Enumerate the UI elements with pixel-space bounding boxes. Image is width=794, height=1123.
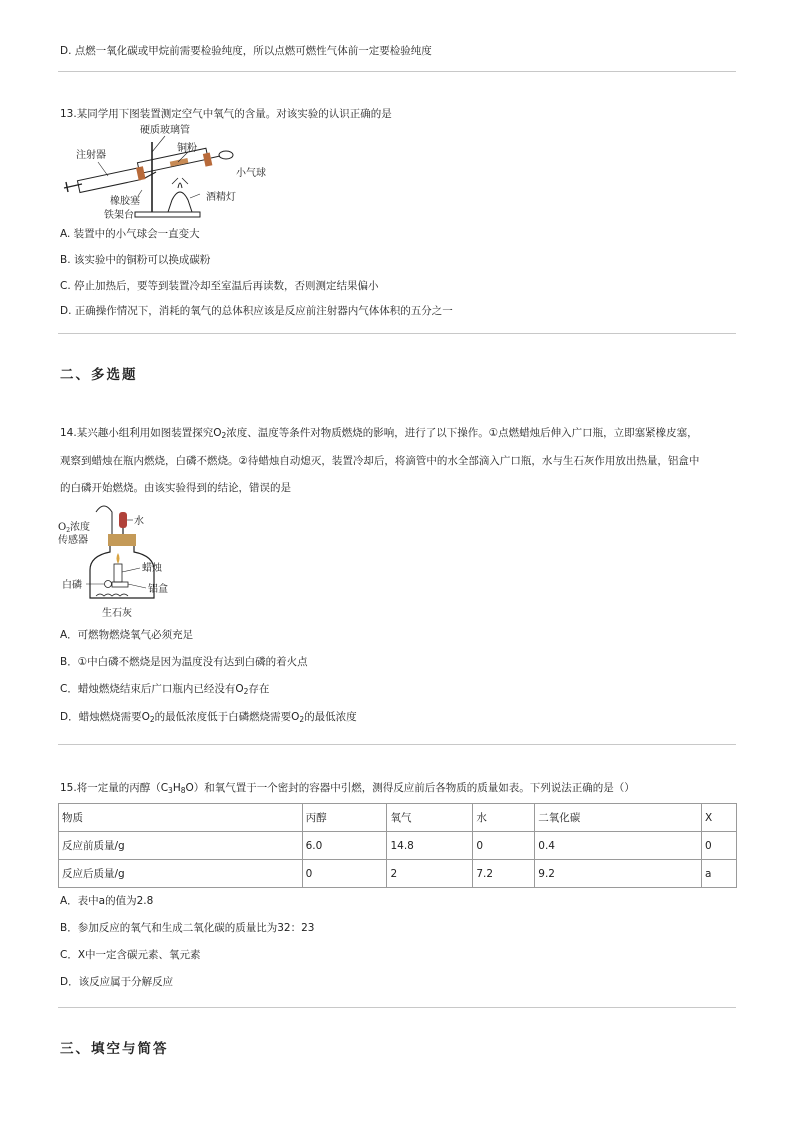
table-cell: 0 — [473, 832, 535, 860]
quicklime — [96, 594, 128, 596]
table-cell: 氧气 — [387, 804, 473, 832]
table-cell: 7.2 — [473, 860, 535, 888]
candle — [114, 564, 122, 582]
table-row — [59, 832, 737, 860]
label-candle: 蜡烛 — [142, 563, 162, 574]
divider — [58, 1007, 736, 1008]
label-o2-sensor: $O_2$浓度 — [58, 522, 91, 534]
aluminum-box — [112, 582, 128, 587]
q15-mass-table — [58, 803, 737, 888]
label-glass-tube: 硬质玻璃管 — [140, 125, 190, 136]
rubber-stopper-right — [203, 153, 213, 167]
q15-option-b: B．参加反应的氧气和生成二氧化碳的质量比为32：23 — [60, 922, 315, 934]
white-phosphorus — [105, 581, 112, 588]
table-cell: 0 — [302, 860, 387, 888]
q14-stem-line-1: 14.某兴趣小组利用如图装置探究$O_2$浓度、温度等条件对物质燃烧的影响，进行了以下操作。①点燃蜡烛后伸入广口瓶，立即塞紧橡皮塞， — [60, 427, 698, 440]
table-cell: X — [702, 804, 737, 832]
label-stand: 铁架台 — [104, 210, 134, 221]
table-cell: 0.4 — [535, 832, 702, 860]
q13-apparatus-figure — [60, 122, 280, 222]
label-stopper: 橡胶塞 — [110, 196, 140, 207]
q14-jar-figure — [56, 498, 186, 622]
label-sensor: 传感器 — [58, 535, 88, 546]
table-row — [59, 860, 737, 888]
dropper-bulb — [119, 512, 127, 528]
q13-option-d: D. 正确操作情况下，消耗的氧气的总体积应该是反应前注射器内气体体积的五分之一 — [60, 305, 453, 317]
q15-stem: 15.将一定量的丙醇$(C_3H_8O)$和氧气置于一个密封的容器中引燃，测得反应前后各物质的质量如表。下列说法正确的是（） — [60, 782, 635, 795]
label-aluminum-box: 铝盒 — [148, 584, 168, 595]
q14-option-a: A．可燃物燃烧氧气必须充足 — [60, 629, 194, 641]
table-cell: 丙醇 — [302, 804, 387, 832]
table-cell: 反应前质量/g — [59, 832, 303, 860]
table-cell: 9.2 — [535, 860, 702, 888]
alcohol-lamp — [168, 192, 192, 212]
divider — [58, 333, 736, 334]
q13-stem: 13.某同学用下图装置测定空气中氧气的含量。对该实验的认识正确的是 — [60, 108, 392, 120]
q14-option-b: B．①中白磷不燃烧是因为温度没有达到白磷的着火点 — [60, 656, 308, 668]
table-cell: 水 — [473, 804, 535, 832]
q12-option-d: D. 点燃一氧化碳或甲烷前需要检验纯度，所以点燃可燃性气体前一定要检验纯度 — [60, 45, 432, 57]
table-cell: 0 — [702, 832, 737, 860]
label-syringe: 注射器 — [76, 150, 106, 161]
table-cell: 2 — [387, 860, 473, 888]
q15-option-d: D．该反应属于分解反应 — [60, 976, 174, 988]
table-cell: a — [702, 860, 737, 888]
sensor-wire — [96, 506, 112, 534]
q14-stem-line-3: 的白磷开始燃烧。由该实验得到的结论，错误的是 — [60, 482, 291, 494]
table-cell: 物质 — [59, 804, 303, 832]
divider — [58, 744, 736, 745]
q13-option-b: B. 该实验中的铜粉可以换成碳粉 — [60, 254, 211, 266]
label-lamp: 酒精灯 — [206, 192, 236, 203]
q14-stem-line-2: 观察到蜡烛在瓶内燃烧，白磷不燃烧。②待蜡烛自动熄灭，装置冷却后，将滴管中的水全部滴入广口瓶，水与生石灰作用放出热量，铝盒中 — [60, 455, 700, 467]
divider — [58, 71, 736, 72]
table-cell: 14.8 — [387, 832, 473, 860]
section-title-multiple-choice: 二、多选题 — [60, 367, 138, 383]
label-quicklime: 生石灰 — [102, 608, 132, 619]
table-header-row — [59, 804, 737, 832]
label-water: 水 — [134, 516, 144, 527]
candle-flame — [117, 553, 120, 564]
label-copper: 铜粉 — [177, 143, 197, 154]
stand-clamp — [145, 172, 156, 178]
q14-option-d: D．蜡烛燃烧需要$O_2$的最低浓度低于白磷燃烧需要$O_2$的最低浓度 — [60, 711, 357, 724]
glass-tube — [137, 148, 208, 173]
q15-option-a: A．表中a的值为2.8 — [60, 895, 154, 907]
rubber-stopper-left — [136, 166, 146, 180]
q13-option-a: A. 装置中的小气球会一直变大 — [60, 228, 200, 240]
q13-option-c: C. 停止加热后，要等到装置冷却至室温后再读数，否则测定结果偏小 — [60, 280, 379, 292]
label-white-phosphorus: 白磷 — [62, 580, 82, 591]
rubber-stopper — [108, 534, 136, 546]
label-balloon: 小气球 — [236, 168, 266, 179]
section-title-fill-in: 三、填空与简答 — [60, 1041, 169, 1057]
small-balloon — [219, 151, 233, 159]
stand-base — [135, 212, 200, 217]
syringe-barrel — [77, 168, 140, 193]
table-cell: 6.0 — [302, 832, 387, 860]
table-cell: 二氧化碳 — [535, 804, 702, 832]
table-cell: 反应后质量/g — [59, 860, 303, 888]
q15-option-c: C．X中一定含碳元素、氧元素 — [60, 949, 201, 961]
q14-option-c: C．蜡烛燃烧结束后广口瓶内已经没有$O_2$存在 — [60, 683, 270, 696]
